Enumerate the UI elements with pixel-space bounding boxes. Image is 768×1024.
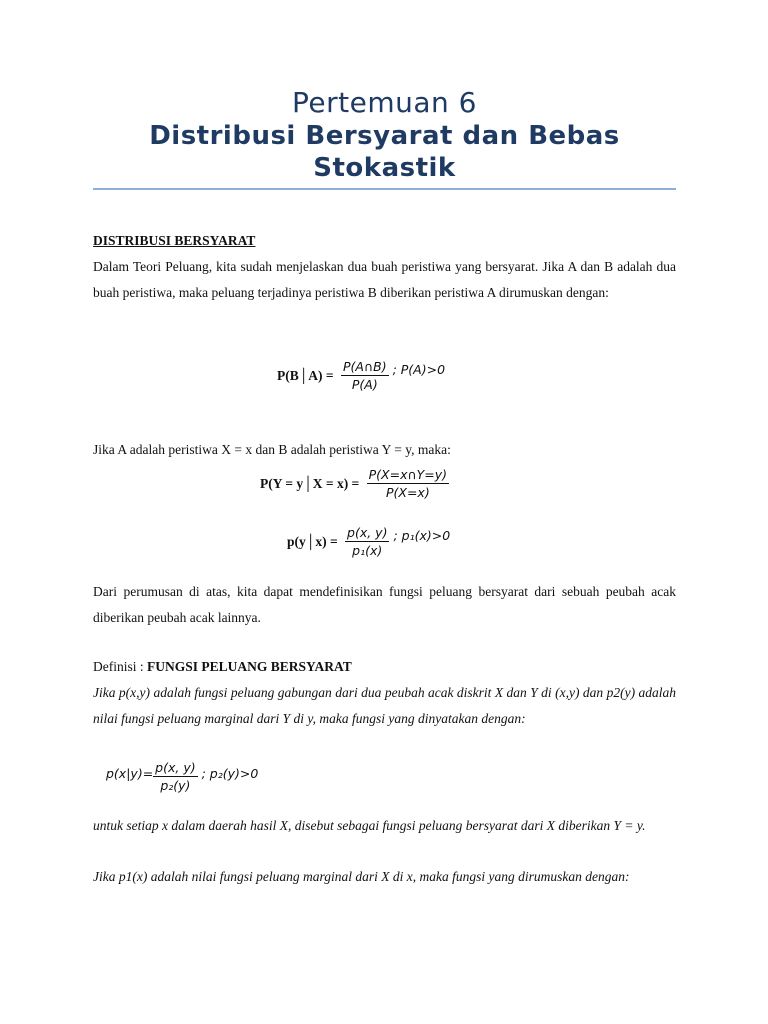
- paragraph-definition-intro: Dari perumusan di atas, kita dapat mendefinisikan fungsi peluang bersyarat dari sebuah peubah acak diberikan peubah acak lainnya.: [93, 584, 676, 625]
- equation-label: p(y│x) =: [287, 533, 342, 549]
- equation-conditional-probability: [277, 358, 445, 393]
- intro-paragraph: Dalam Teori Peluang, kita sudah menjelaskan dua buah peristiwa yang bersyarat. Jika A dan B adalah dua buah peristiwa, maka peluang terjadinya peristiwa B diberikan peristiwa A dirumuskan dengan:: [93, 259, 676, 300]
- fraction-denominator: P(A): [351, 377, 378, 392]
- title-block: [93, 86, 676, 184]
- definition-heading: [93, 654, 676, 680]
- equation-conditional-xy: [260, 466, 453, 501]
- definition-prefix: Definisi :: [93, 659, 147, 674]
- title-divider: [93, 188, 676, 190]
- equation-conditional-pmf: [287, 524, 450, 559]
- fraction-numerator: P(X=x∩Y=y): [368, 467, 448, 482]
- section-heading: DISTRIBUSI BERSYARAT: [93, 233, 256, 248]
- equation-condition: ; p₂(y)>0: [201, 766, 259, 781]
- fraction: [345, 524, 389, 559]
- fraction: [367, 466, 449, 501]
- definition-text-1: Jika p(x,y) adalah fungsi peluang gabungan dari dua peubah acak diskrit X dan Y di (x,y) dan p2(y) adalah nilai fungsi peluang marginal dari Y di y, maka fungsi yang dinyatakan dengan:: [93, 685, 676, 726]
- page-subtitle: Distribusi Bersyarat dan Bebas Stokastik: [149, 121, 620, 183]
- paragraph-events: Jika A adalah peristiwa X = x dan B adalah peristiwa Y = y, maka:: [93, 442, 451, 457]
- fraction: [153, 759, 197, 794]
- equation-lhs: p(x|y)=: [106, 766, 154, 781]
- fraction-denominator: p₁(x): [352, 543, 383, 558]
- equation-label: P(Y = y│X = x) =: [260, 475, 363, 491]
- equation-label: P(B│A) =: [277, 367, 337, 383]
- fraction-denominator: P(X=x): [385, 485, 430, 500]
- equation-condition: ; P(A)>0: [392, 362, 446, 377]
- fraction-denominator: p₂(y): [160, 778, 191, 793]
- definition-text-2: untuk setiap x dalam daerah hasil X, disebut sebagai fungsi peluang bersyarat dari X diberikan Y = y.: [93, 818, 646, 833]
- fraction: [341, 358, 389, 393]
- definition-title: FUNGSI PELUANG BERSYARAT: [147, 659, 352, 674]
- equation-condition: ; p₁(x)>0: [393, 528, 451, 543]
- fraction-numerator: p(x, y): [347, 525, 388, 540]
- fraction-numerator: P(A∩B): [343, 359, 387, 374]
- equation-conditional-pmf-x-given-y: [106, 759, 258, 794]
- page-title: Pertemuan 6: [292, 86, 477, 119]
- fraction-numerator: p(x, y): [155, 760, 196, 775]
- definition-text-3: Jika p1(x) adalah nilai fungsi peluang marginal dari X di x, maka fungsi yang dirumuskan dengan:: [93, 869, 630, 884]
